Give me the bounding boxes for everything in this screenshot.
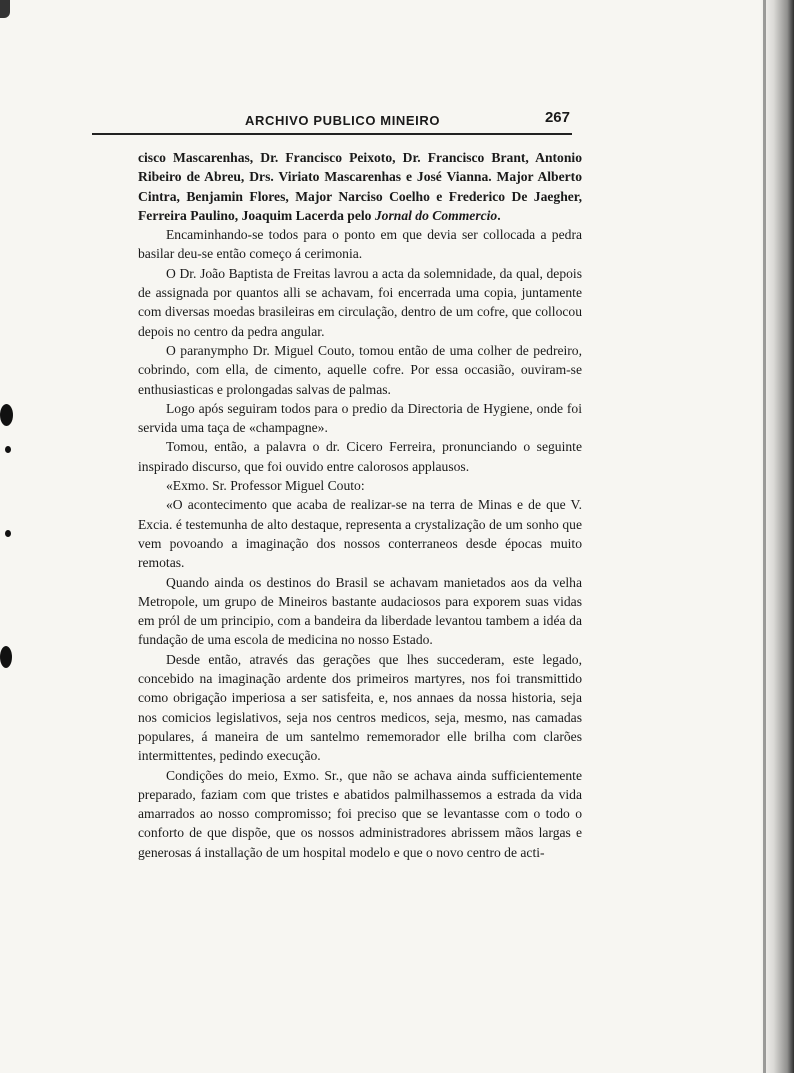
paragraph-speech-3: Desde então, através das gerações que lhes succederam, este legado, concebido na imaginação ardente dos primeiros martyres, nos foi transmittido como obrigação imperiosa a ser satisfeita, e, nos annaes da nossa historia, seja nos comicios legislativos, seja nos centros medicos, seja, mesmo, nas camadas populares, á maneira de um santelmo rememorador elle brilha com clarões intermittentes, pedindo execução. xyxy=(138,651,582,764)
body-text xyxy=(138,148,582,862)
newspaper-title: Jornal do Commercio xyxy=(374,207,498,223)
binding-hole-2 xyxy=(5,446,11,453)
paragraph-ceremony: Encaminhando-se todos para o ponto em que devia ser collocada a pedra basilar deu-se então começo á cerimonia. xyxy=(138,227,582,262)
page-number: 267 xyxy=(544,109,570,126)
paragraph-speech-2: Quando ainda os destinos do Brasil se achavam manietados aos da velha Metropole, um grupo de Mineiros bastante audaciosos para exporem suas vidas em pról de um principio, com a bandeira da liberdade levantou tambem a idéa da fundação de uma escola de medicina no nosso Estado. xyxy=(138,574,582,648)
binding-hole-3 xyxy=(5,530,11,537)
attendees-end: . xyxy=(497,207,501,223)
paragraph-salutation: «Exmo. Sr. Professor Miguel Couto: xyxy=(166,478,365,494)
paragraph-paranympho: O paranympho Dr. Miguel Couto, tomou então de uma colher de pedreiro, cobrindo, com ella, de cimento, aquelle cofre. Por essa occasião, ouviram-se enthusiasticas e prolongadas salvas de palmas. xyxy=(138,342,582,397)
page-header xyxy=(95,109,570,133)
header-rule xyxy=(92,133,572,135)
paragraph-attendees xyxy=(138,148,582,225)
page-edge-shadow xyxy=(760,0,794,1073)
binding-hole-1 xyxy=(0,404,13,426)
binding-hole-4 xyxy=(0,646,12,668)
paragraph-acta: O Dr. João Baptista de Freitas lavrou a acta da solemnidade, da qual, depois de assignada por quantos alli se achavam, foi encerrada uma copia, juntamente com diversas moedas brasileiras em circulação, dentro de um cofre, que collocou depois no centro da pedra angular. xyxy=(138,265,582,339)
attendees-text: cisco Mascarenhas, Dr. Francisco Peixoto, Dr. Francisco Brant, Antonio Ribeiro de Abreu, Drs. Viriato Mascarenhas e José Vianna. Major Alberto Cintra, Benjamin Flores, Major Narciso Coelho e Frederico De Jaegher, Ferreira Paulino, Joaquim Lacerda pelo xyxy=(138,150,582,223)
scan-corner-mark xyxy=(0,0,10,18)
paragraph-speech-intro: Tomou, então, a palavra o dr. Cicero Ferreira, pronunciando o seguinte inspirado discurso, que foi ouvido entre calorosos applausos. xyxy=(138,439,582,474)
paragraph-speech-4: Condições do meio, Exmo. Sr., que não se achava ainda sufficientemente preparado, faziam com que tristes e abatidos palmilhassemos a estrada da vida amarrados ao nosso compromisso; foi preciso que se levantasse com o todo o conforto de que dispõe, que os nossos administradores abrissem mãos largas e generosas á installação de um hospital modelo e que o novo centro de acti- xyxy=(138,767,582,860)
paragraph-champagne: Logo após seguiram todos para o predio da Directoria de Hygiene, onde foi servida uma taça de «champagne». xyxy=(138,400,582,436)
running-head: ARCHIVO PUBLICO MINEIRO xyxy=(245,113,441,128)
paragraph-speech-1: «O acontecimento que acaba de realizar-se na terra de Minas e de que V. Excia. é testemunha de alto destaque, representa a crystalização de um sonho que vem povoando a imaginação dos nossos conterraneos desde épocas muito remotas. xyxy=(138,497,582,571)
